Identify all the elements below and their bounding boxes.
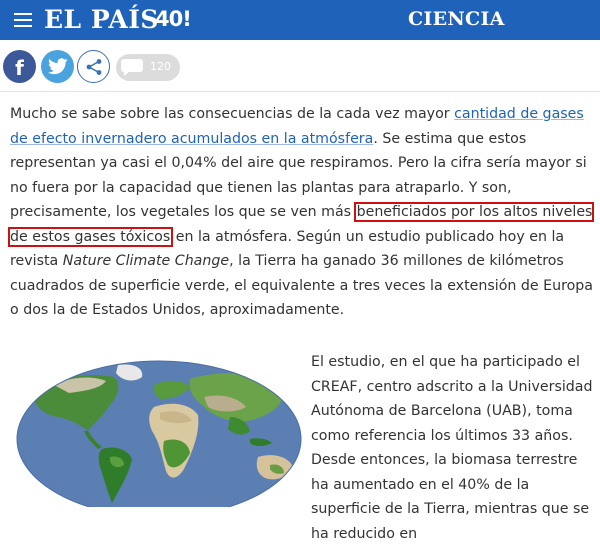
social-share-bar: [0, 50, 600, 84]
greenhouse-gases-link[interactable]: cantidad de gases de efecto invernadero acumulados en la atmósfera: [10, 106, 584, 147]
share-button[interactable]: [77, 50, 110, 83]
comment-count: 120: [150, 60, 171, 73]
hamburger-menu-icon[interactable]: [14, 13, 32, 27]
twitter-bird-icon: [48, 58, 68, 75]
el-pais-logo[interactable]: EL PAÍS: [44, 5, 159, 34]
share-icon: [85, 58, 103, 76]
top-bar: [0, 0, 600, 40]
comments-button[interactable]: [116, 54, 180, 81]
anniversary-logo-mark: 40!: [155, 7, 191, 31]
twitter-share-button[interactable]: [41, 50, 74, 83]
paragraph-text: , la Tierra ha ganado 36 millones de kilómetros cuadrados de superficie verde, el equivalente a tres veces la extensión de Europa o dos la de Estados Unidos, aproximadamente.: [10, 253, 593, 318]
facebook-icon: f: [15, 55, 24, 80]
world-greening-map-image: [14, 357, 304, 507]
article-paragraph-1: [10, 102, 596, 323]
article-paragraph-2: El estudio, en el que ha participado el CREAF, centro adscrito a la Universidad Autónoma de Barcelona (UAB), toma como referencia los últimos 33 años. Desde entonces, la biomasa terrestre ha aumentado en el 40% de la superficie de la Tierra, mientras que se ha reducido en: [311, 354, 593, 542]
highlighted-phrase: beneficiados por los altos niveles de estos gases tóxicos: [10, 204, 593, 245]
journal-name: Nature Climate Change: [62, 253, 230, 269]
comment-bubble-icon: [121, 59, 143, 76]
paragraph-text: Mucho se sabe sobre las consecuencias de la cada vez mayor: [10, 106, 455, 122]
facebook-share-button[interactable]: [3, 50, 36, 83]
section-title[interactable]: CIENCIA: [408, 8, 505, 30]
paragraph-text: . Se estima que estos representan ya casi el 0,04% del aire que respiramos. Pero la cifra sería mayor si no fuera por la capacidad que tienen las plantas para atraparlo. Y son, precisamente, los vegetales los que se ven más: [10, 130, 587, 220]
divider: [0, 91, 600, 92]
paragraph-text: en la atmósfera. Según un estudio publicado hoy en la revista: [10, 228, 565, 269]
